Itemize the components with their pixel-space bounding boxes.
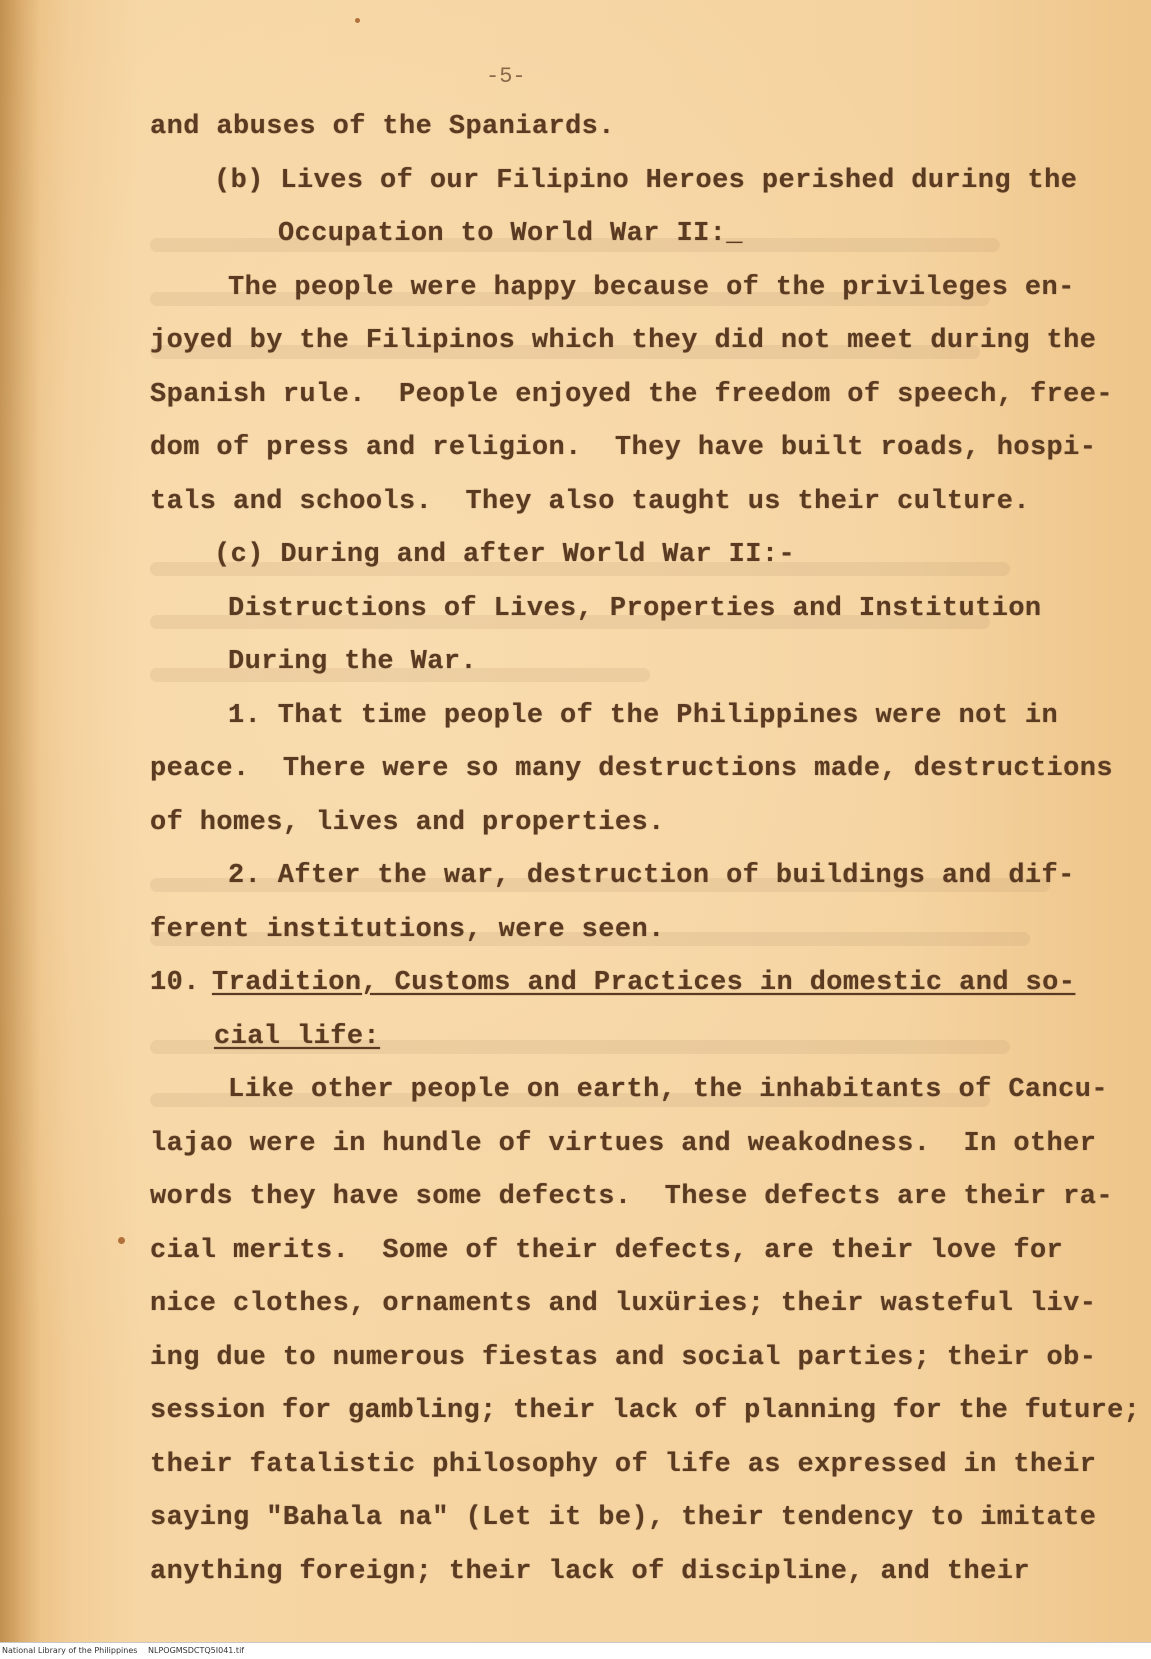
- text-line: 2. After the war, destruction of buildings and dif-: [228, 861, 1075, 891]
- text-line: Distructions of Lives, Properties and Institution: [228, 594, 1042, 624]
- text-line: their fatalistic philosophy of life as expressed in their: [150, 1450, 1097, 1480]
- footer-library: National Library of the Philippines: [2, 1646, 138, 1655]
- paper-fleck: [355, 18, 360, 23]
- binding-shadow: [0, 0, 40, 1642]
- text-line: cial merits. Some of their defects, are their love for: [150, 1236, 1064, 1266]
- text-line: The people were happy because of the privileges en-: [228, 273, 1075, 303]
- text-line: Occupation to World War II:_: [278, 219, 743, 249]
- text-line: Spanish rule. People enjoyed the freedom of speech, free-: [150, 380, 1113, 410]
- text-line: tals and schools. They also taught us their culture.: [150, 487, 1030, 517]
- text-line: anything foreign; their lack of discipline, and their: [150, 1557, 1030, 1587]
- text-line: During the War.: [228, 647, 478, 677]
- text-line: Like other people on earth, the inhabitants of Cancu-: [228, 1075, 1108, 1105]
- text-line: ing due to numerous fiestas and social parties; their ob-: [150, 1343, 1097, 1373]
- text-line: words they have some defects. These defects are their ra-: [150, 1182, 1113, 1212]
- paper-fleck: [118, 1237, 125, 1244]
- footer-file: NLPOGMSDCTQ5I041.tif: [148, 1646, 245, 1655]
- text-line: session for gambling; their lack of planning for the future;: [150, 1396, 1141, 1426]
- section-number: 10.: [150, 968, 200, 998]
- text-line: nice clothes, ornaments and luxüries; their wasteful liv-: [150, 1289, 1097, 1319]
- scan-footer: [0, 1642, 1151, 1659]
- text-line: ferent institutions, were seen.: [150, 915, 665, 945]
- text-line: joyed by the Filipinos which they did not meet during the: [150, 326, 1097, 356]
- text-line: 1. That time people of the Philippines were not in: [228, 701, 1059, 731]
- section-heading: cial life:: [214, 1022, 381, 1052]
- text-line: (b) Lives of our Filipino Heroes perished during the: [214, 166, 1078, 196]
- text-line: lajao were in hundle of virtues and weakodness. In other: [150, 1129, 1097, 1159]
- text-line: and abuses of the Spaniards.: [150, 112, 615, 142]
- text-line: saying "Bahala na" (Let it be), their tendency to imitate: [150, 1503, 1097, 1533]
- section-heading: Tradition, Customs and Practices in domestic and so-: [212, 968, 1076, 998]
- text-line: (c) During and after World War II:-: [214, 540, 796, 570]
- page-number: -5-: [486, 64, 526, 89]
- text-line: dom of press and religion. They have built roads, hospi-: [150, 433, 1097, 463]
- text-line: of homes, lives and properties.: [150, 808, 665, 838]
- text-line: peace. There were so many destructions made, destructions: [150, 754, 1113, 784]
